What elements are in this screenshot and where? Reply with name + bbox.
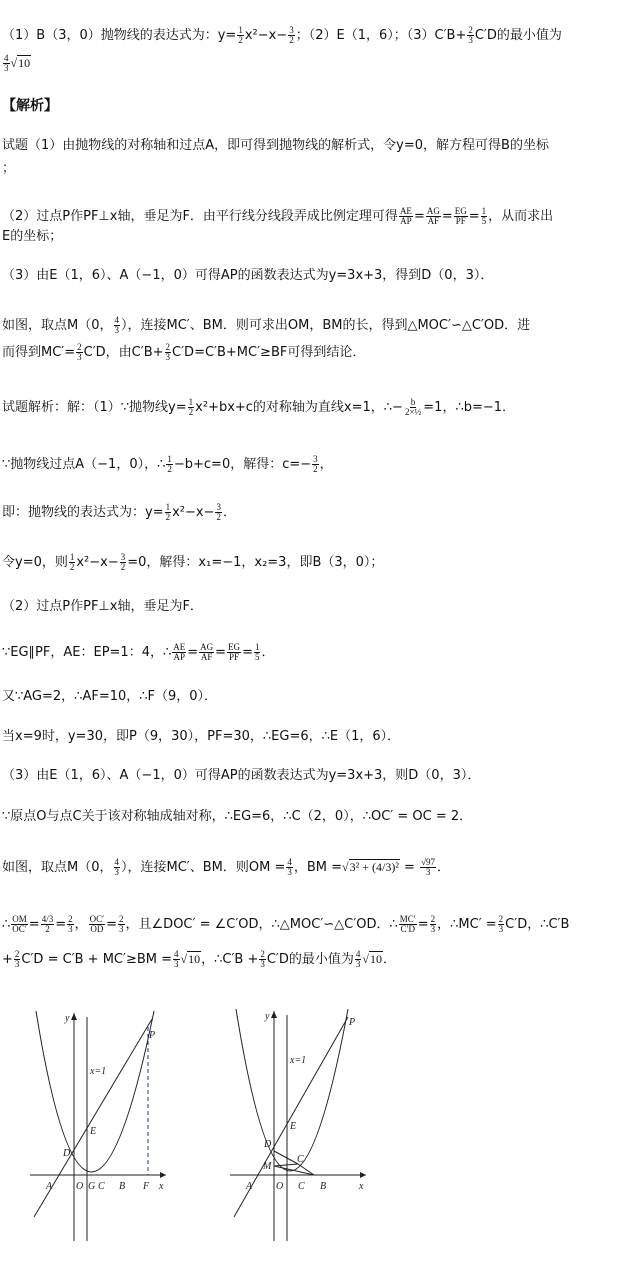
label-o: O [76,1181,84,1192]
label-c: C [298,1181,305,1192]
label-e: E [90,1126,97,1137]
segment-dc [274,1151,298,1164]
solution-13: + $\frac{2}{3}$ C′D = C′B + MC′≥BM = $\frac{4}{3}$ √10，∴C′B + $\frac{2}{3}$ C′D的最小值为 $\frac{4}{3}$ √10． [2,949,397,969]
label-x: x [159,1181,164,1192]
label-f: F [143,1181,150,1192]
solution-11: 如图，取点M（0， $\frac{4}{3}$ ），连接MC′、BM．则OM = $\frac{4}{3}$ ，BM =√3² + (4/3)² = $\frac{√97}{3}$ ． [2,857,451,877]
analysis-p1: 试题（1）由抛物线的对称轴和过点A，即可得到抛物线的解析式，令y=0，解方程可得B的坐标 [2,138,549,153]
analysis-p4-cont: 而得到MC′= $\frac{2}{3}$ C′D，由C′B+ $\frac{2}{3}$ C′D=C′B+MC′≥BF可得到结论． [2,342,366,362]
parabola [36,1011,154,1172]
analysis-p2-cont: E的坐标； [2,229,63,244]
figure-left [28,1003,178,1243]
segment-mc [274,1164,298,1166]
analysis-p2: （2）过点P作PF⊥x轴，垂足为F．由平行线分线段弄成比例定理可得 $\frac{AE}{AP}$ = $\frac{AG}{AF}$ = $\frac{EG}{PF}$ = $\frac{1}{5}$ ，从而求出 [2,206,554,226]
figure-right [228,1003,378,1243]
analysis-p4: 如图，取点M（0， $\frac{4}{3}$ ），连接MC′、BM．则可求出OM，BM的长，得到△MOC′∽△C′OD．进 [2,315,531,335]
solution-4: 令y=0，则 $\frac{1}{2}$ x²−x− $\frac{3}{2}$ =0，解得：x₁=−1，x₂=3，即B（3，0）； [2,552,384,572]
solution-1: 试题解析：解：（1）∵抛物线y= $\frac{1}{2}$ x²+bx+c的对称轴为直线x=1，∴− $\frac{b}{\text{2×½}}$ =1，∴b=−1． [2,397,516,417]
label-p: P [349,1017,356,1028]
solution-5: （2）过点P作PF⊥x轴，垂足为F． [2,599,203,614]
solution-8: 当x=9时，y=30，即P（9，30），PF=30，∴EG=6，∴E（1，6）． [2,729,401,744]
label-x: x [359,1181,364,1192]
solution-3: 即：抛物线的表达式为：y= $\frac{1}{2}$ x²−x− $\frac{3}{2}$ ． [2,502,236,522]
parabola [236,1009,348,1171]
label-a: A [46,1181,53,1192]
label-axis: x=1 [90,1066,107,1077]
label-c-prime: C [297,1154,304,1165]
label-d: D [63,1148,71,1159]
solution-7: 又∵AG=2，∴AF=10，∴F（9，0）． [2,689,218,704]
label-y: y [65,1013,70,1024]
analysis-p3: （3）由E（1，6）、A（−1，0）可得AP的函数表达式为y=3x+3，得到D（0，3）． [2,268,494,283]
label-m: M [263,1161,272,1172]
solution-6: ∵EG∥PF，AE：EP=1：4，∴ $\frac{AE}{AP}$ = $\frac{AG}{AF}$ = $\frac{EG}{PF}$ = $\frac{1}{5}$ ． [2,642,275,662]
analysis-p1-cont: ； [2,161,16,176]
label-e: E [290,1121,297,1132]
label-y: y [265,1011,270,1022]
answer-line-1: （1）B（3，0）抛物线的表达式为：y= $\frac{1}{2}$ x²−x− $\frac{3}{2}$ ；（2）E（1，6）；（3）C′B+ $\frac{2}{3}$ C′D的最小值为 [2,25,562,45]
solution-10: ∵原点O与点C关于该对称轴成轴对称，∴EG=6，∴C（2，0），∴OC′ = OC = 2． [2,809,473,824]
label-p: P [149,1030,156,1041]
label-c: C [98,1181,105,1192]
solution-9: （3）由E（1，6）、A（−1，0）可得AP的函数表达式为y=3x+3，则D（0，3）． [2,768,481,783]
section-title: 【解析】 [2,98,58,114]
solution-2: ∵抛物线过点A（−1，0），∴ $\frac{1}{2}$ −b+c=0，解得：c=− $\frac{3}{2}$ ， [2,454,333,474]
label-b: B [320,1181,327,1192]
label-g: G [88,1181,96,1192]
label-a: A [246,1181,253,1192]
solution-12: ∴ $\frac{OM}{OC'}$ = $\frac{4/3}{2}$ = $\frac{2}{3}$ ， $\frac{OC'}{OD}$ = $\frac{2}{3}$ ，且∠DOC′ = ∠C′OD，∴△MOC′∽△C′OD．∴ $\frac{MC'}{C'D}$ = $\frac{2}{3}$ ，∴MC′ = $\frac{2}{3}$ C′D，∴C′B [2,914,570,934]
label-axis: x=1 [290,1055,307,1066]
answer-line-2: $\frac{4}{3}$ √10 [4,53,31,73]
label-b: B [119,1181,126,1192]
label-d: D [264,1139,272,1150]
label-o: O [276,1181,284,1192]
